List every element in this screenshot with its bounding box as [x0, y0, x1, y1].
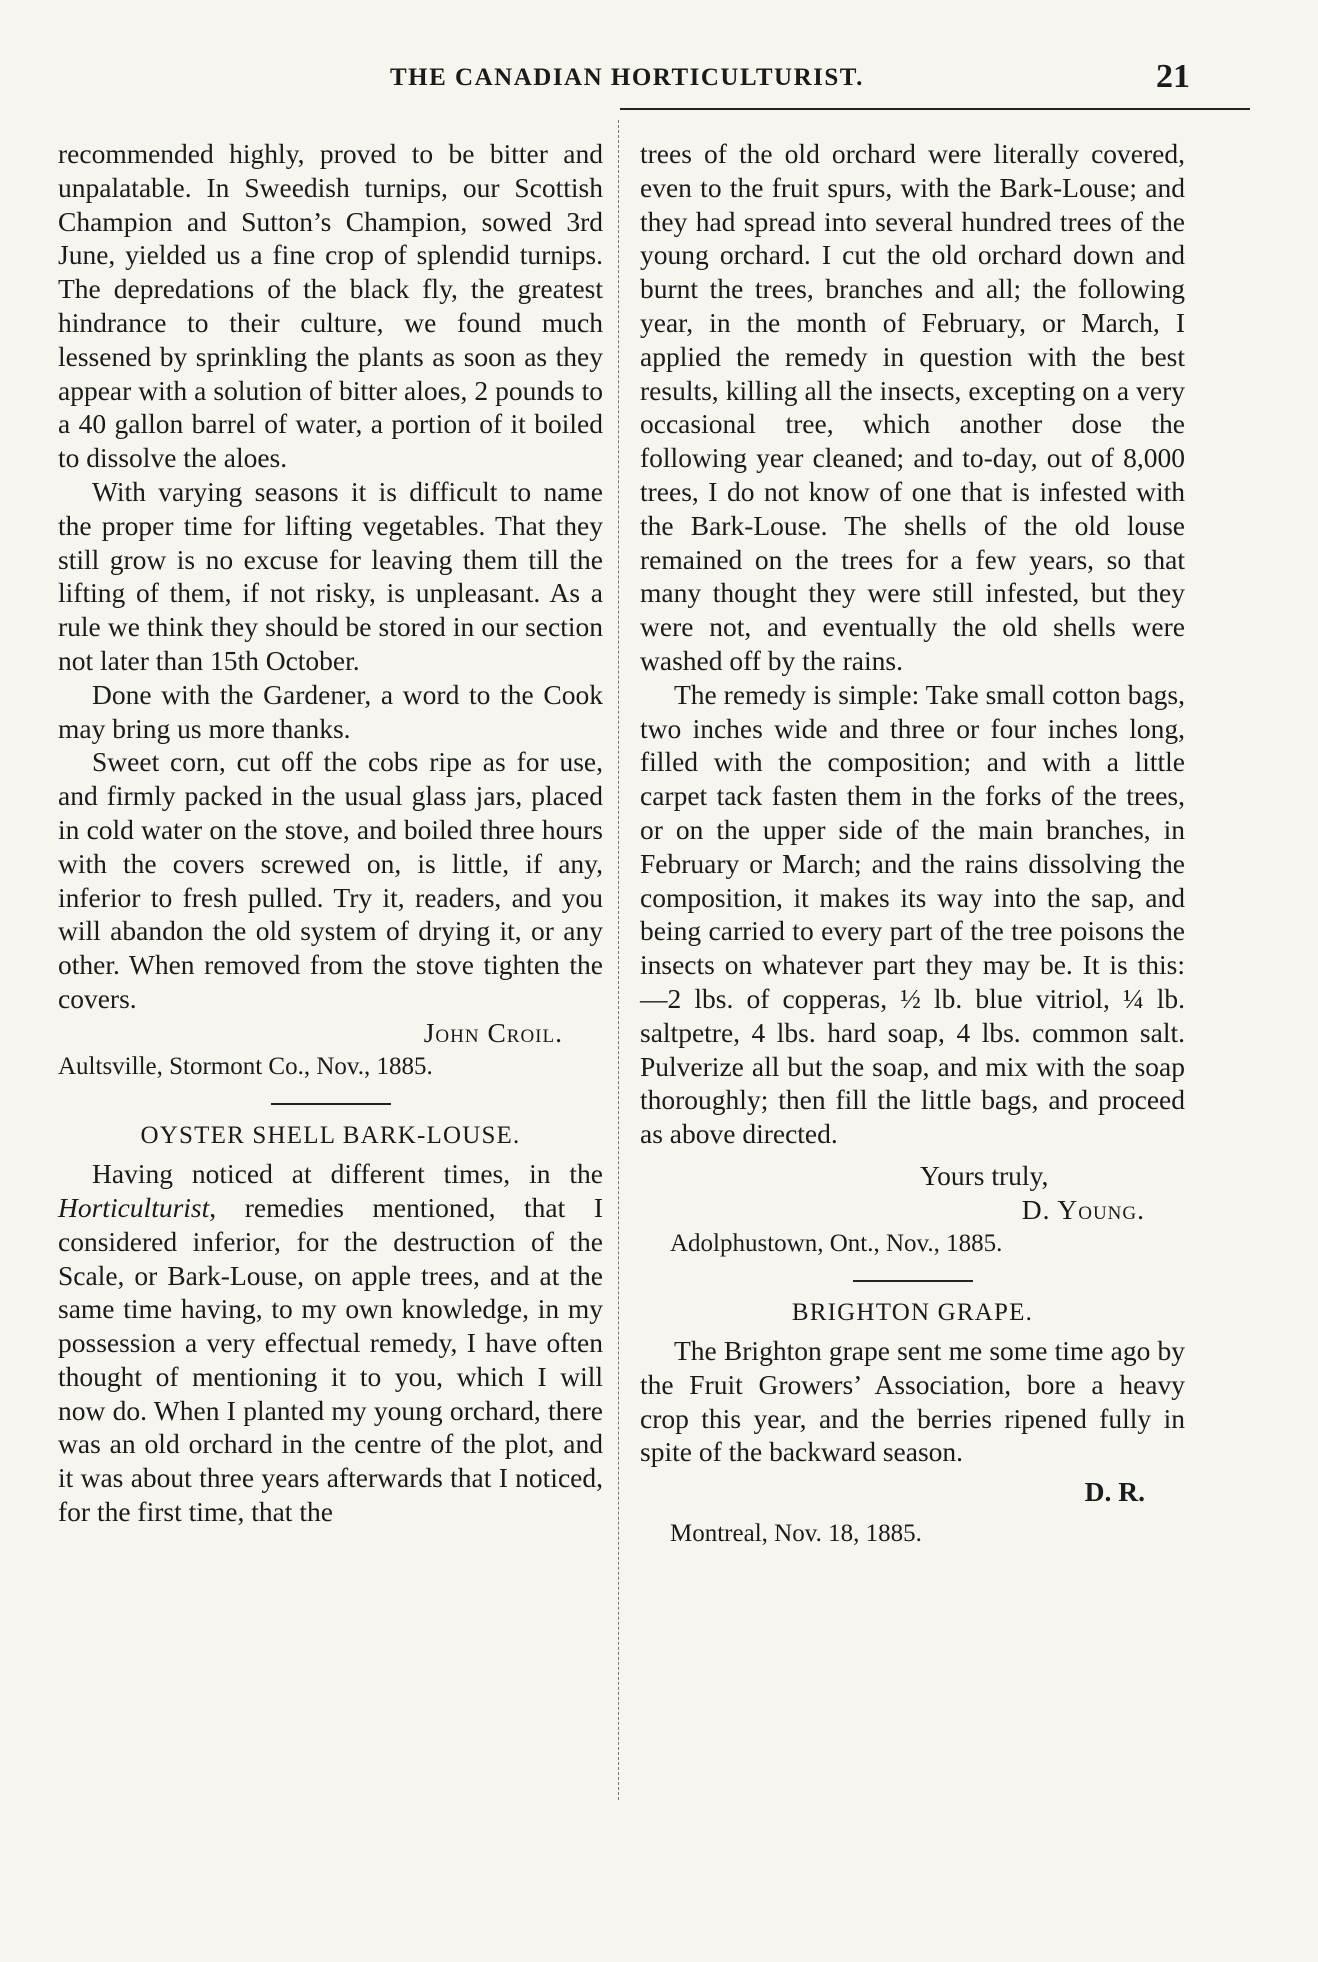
paragraph: The remedy is simple: Take small cotton bags, two inches wide and three or four inches long, filled with the composition; and with a little carpet tack fasten them in the forks of the trees, or on the upper side of the main branches, in February or March; and the rains dissolving the composition, it makes its way into the sap, and being carried to every part of the tree poisons the insects on whatever part they may be. It is this:—2 lbs. of copperas, ½ lb. blue vitriol, ¼ lb. saltpetre, 4 lbs. hard soap, 4 lbs. common salt. Pulverize all but the soap, and mix with the soap thoroughly; then fill the little bags, and proceed as above directed. — [640, 678, 1185, 1150]
dateline: Montreal, Nov. 18, 1885. — [670, 1520, 922, 1548]
paragraph — [58, 1157, 603, 1529]
paragraph: trees of the old orchard were literally covered, even to the fruit spurs, with the Bark-Louse; and they had spread into several hundred trees of the young orchard. I cut the old orchard down and burnt the trees, branches and all; the following year, in the month of February, or March, I applied the remedy in question with the best results, killing all the insects, excepting on a very occasional tree, which another dose the following year cleaned; and to-day, out of 8,000 trees, I do not know of one that is infested with the Bark-Louse. The shells of the old louse remained on the trees for a few years, so that many thought they were still infested, but they were not, and eventually the old shells were washed off by the rains. — [640, 138, 1185, 676]
page-number: 21 — [1156, 58, 1190, 95]
paragraph-text: , remedies mentioned, that I considered inferior, for the destruction of the Scale, or Bark-Louse, on apple trees, and at the same time having, to my own knowledge, in my possession a very effectual remedy, I have often thought of mentioning it to you, which I will now do. When I planted my young orchard, there was an old orchard in the centre of the plot, and it was about three years afterwards that I noticed, for the first time, that the — [58, 1191, 603, 1528]
paragraph: Sweet corn, cut off the cobs ripe as for use, and firmly packed in the usual glass jars, placed in cold water on the stove, and boiled three hours with the covers screwed on, is little, if any, inferior to fresh pulled. Try it, readers, and you will abandon the old system of drying it, or any other. When removed from the stove tighten the covers. — [58, 746, 603, 1014]
dateline: Aultsville, Stormont Co., Nov., 1885. — [58, 1052, 433, 1080]
author-signature: D. Young. — [1021, 1193, 1145, 1225]
page-header — [60, 58, 1190, 110]
paragraph: The Brighton grape sent me some time ago by the Fruit Growers’ Association, bore a heavy crop this year, and the berries ripened fully in spite of the backward season. — [640, 1335, 1185, 1468]
italic-title: Horticulturist — [58, 1191, 210, 1223]
section-divider — [853, 1280, 973, 1282]
section-title: BRIGHTON GRAPE. — [791, 1299, 1034, 1327]
paragraph: recommended highly, proved to be bitter and unpalatable. In Sweedish turnips, our Scottish Champion and Sutton’s Champion, sowed 3rd June, yielded us a fine crop of splendid turnips. The depredations of the black fly, the greatest hindrance to their culture, we found much lessened by sprinkling the plants as soon as they appear with a solution of bitter aloes, 2 pounds to a 40 gallon barrel of water, a portion of it boiled to dissolve the aloes. — [58, 138, 603, 474]
author-signature: John Croil. — [423, 1016, 563, 1048]
dateline: Adolphustown, Ont., Nov., 1885. — [670, 1229, 1003, 1257]
paragraph: Done with the Gardener, a word to the Cook may bring us more thanks. — [58, 678, 603, 744]
header-rule — [620, 108, 1250, 110]
column-divider — [618, 120, 619, 1800]
letter-closing: Yours truly, — [920, 1159, 1049, 1191]
right-column — [640, 137, 1185, 1551]
author-initials: D. R. — [1084, 1476, 1145, 1508]
paragraph-text: Having noticed at different times, in the — [92, 1158, 603, 1190]
running-head-title: THE CANADIAN HORTICULTURIST. — [390, 64, 864, 91]
paragraph: With varying seasons it is difficult to name the proper time for lifting vegetables. That they still grow is no excuse for leaving them till the lifting of them, if not risky, is unpleasant. As a rule we think they should be stored in our section not later than 15th October. — [58, 475, 603, 676]
section-divider — [271, 1103, 391, 1105]
section-title: OYSTER SHELL BARK-LOUSE. — [140, 1122, 521, 1150]
left-column — [58, 137, 603, 1529]
